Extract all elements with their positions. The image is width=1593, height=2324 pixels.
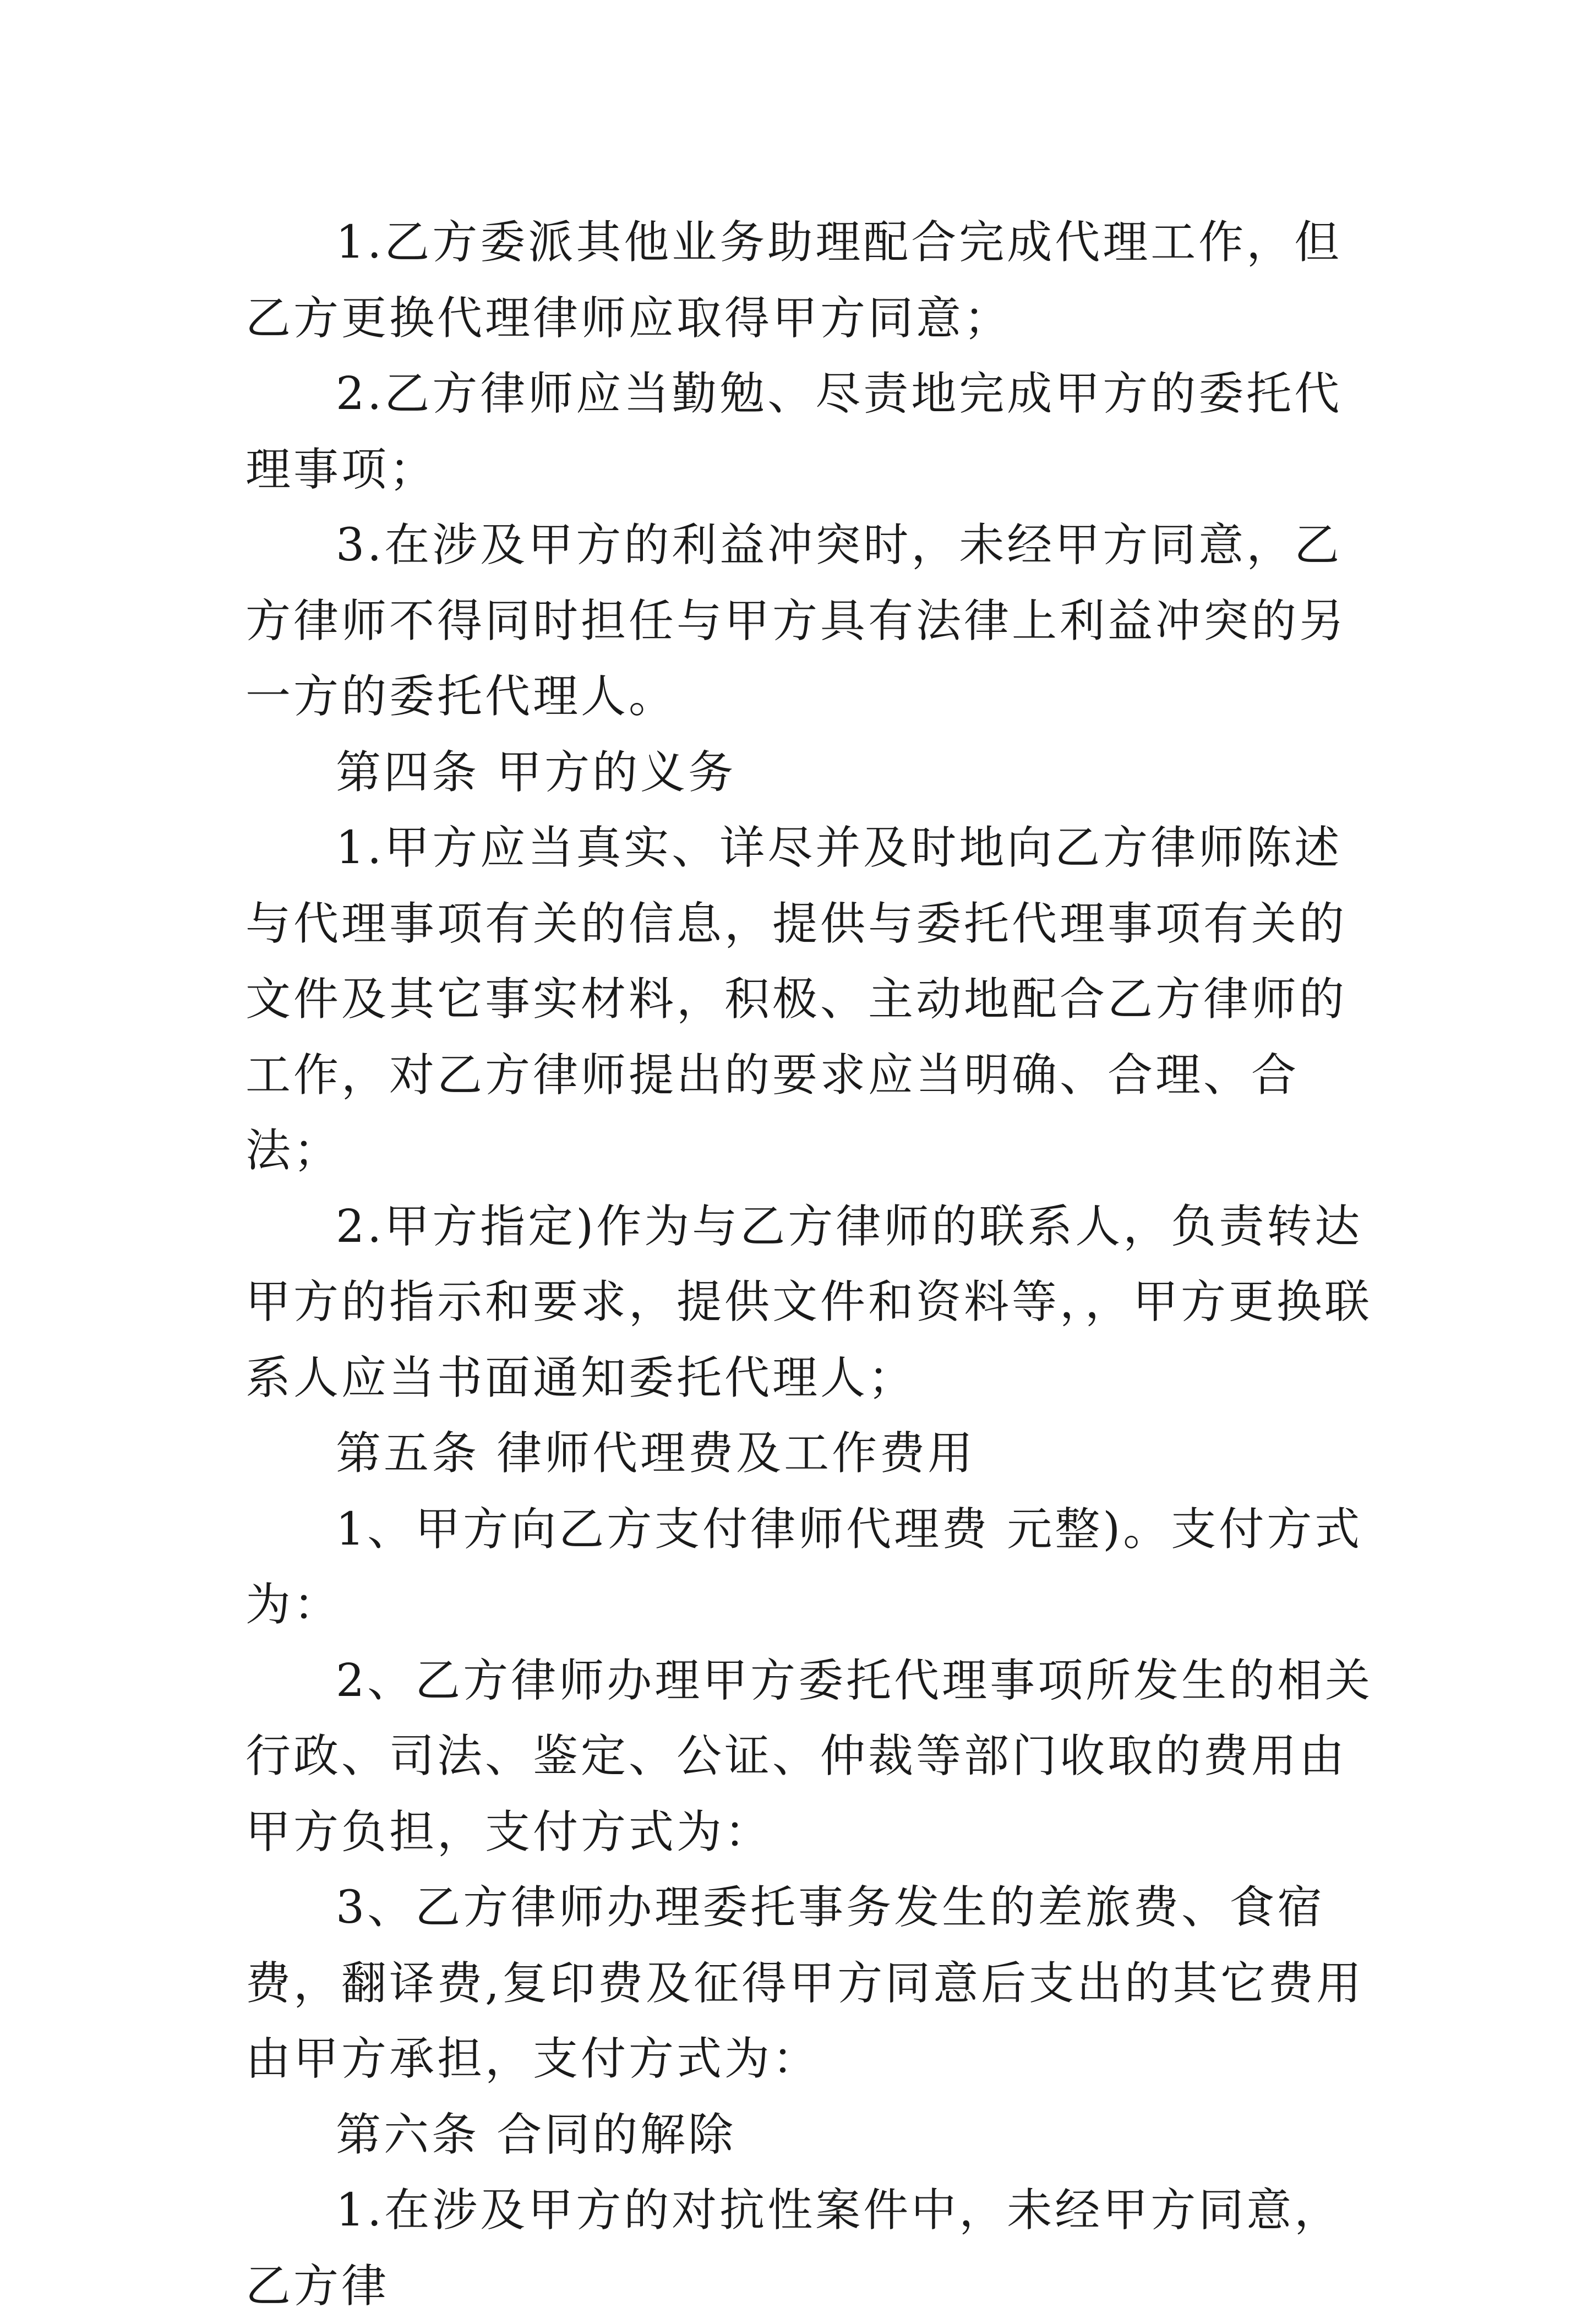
section-heading-article-4: 第四条 甲方的义务 (336, 746, 737, 799)
paragraph-item-1: 1.乙方委派其他业务助理配合完成代理工作，但乙方更换代理律师应取得甲方同意； (246, 216, 1343, 345)
paragraph-item-3: 3.在涉及甲方的利益冲突时，未经甲方同意，乙方律师不得同时担任与甲方具有法律上利益冲突的另一方的委托代理人。 (246, 519, 1347, 723)
paragraph-item-5-2: 2、乙方律师办理甲方委托代理事项所发生的相关行政、司法、鉴定、公证、仲裁等部门收取的费用由甲方负担，支付方式为： (246, 1654, 1373, 1858)
paragraph-item-6-1: 1.在涉及甲方的对抗性案件中，未经甲方同意，乙方律 (246, 2184, 1343, 2312)
paragraph-item-4-2: 2.甲方指定)作为与乙方律师的联系人，负责转达甲方的指示和要求，提供文件和资料等，，甲方更换联系人应当书面通知委托代理人； (246, 1200, 1373, 1404)
paragraph-item-2: 2.乙方律师应当勤勉、尽责地完成甲方的委托代理事项； (246, 368, 1343, 496)
document-body (246, 205, 1374, 2324)
paragraph-item-4-1: 1.甲方应当真实、详尽并及时地向乙方律师陈述与代理事项有关的信息，提供与委托代理事项有关的文件及其它事实材料，积极、主动地配合乙方律师的工作，对乙方律师提出的要求应当明确、合理、合法； (246, 822, 1347, 1177)
paragraph-item-5-1: 1、甲方向乙方支付律师代理费 元整)。支付方式为： (246, 1503, 1363, 1631)
paragraph-item-5-3: 3、乙方律师办理委托事务发生的差旅费、食宿费，翻译费,复印费及征得甲方同意后支出的其它费用由甲方承担，支付方式为： (246, 1881, 1365, 2085)
section-heading-article-5: 第五条 律师代理费及工作费用 (336, 1427, 976, 1480)
section-heading-article-6: 第六条 合同的解除 (336, 2108, 737, 2161)
